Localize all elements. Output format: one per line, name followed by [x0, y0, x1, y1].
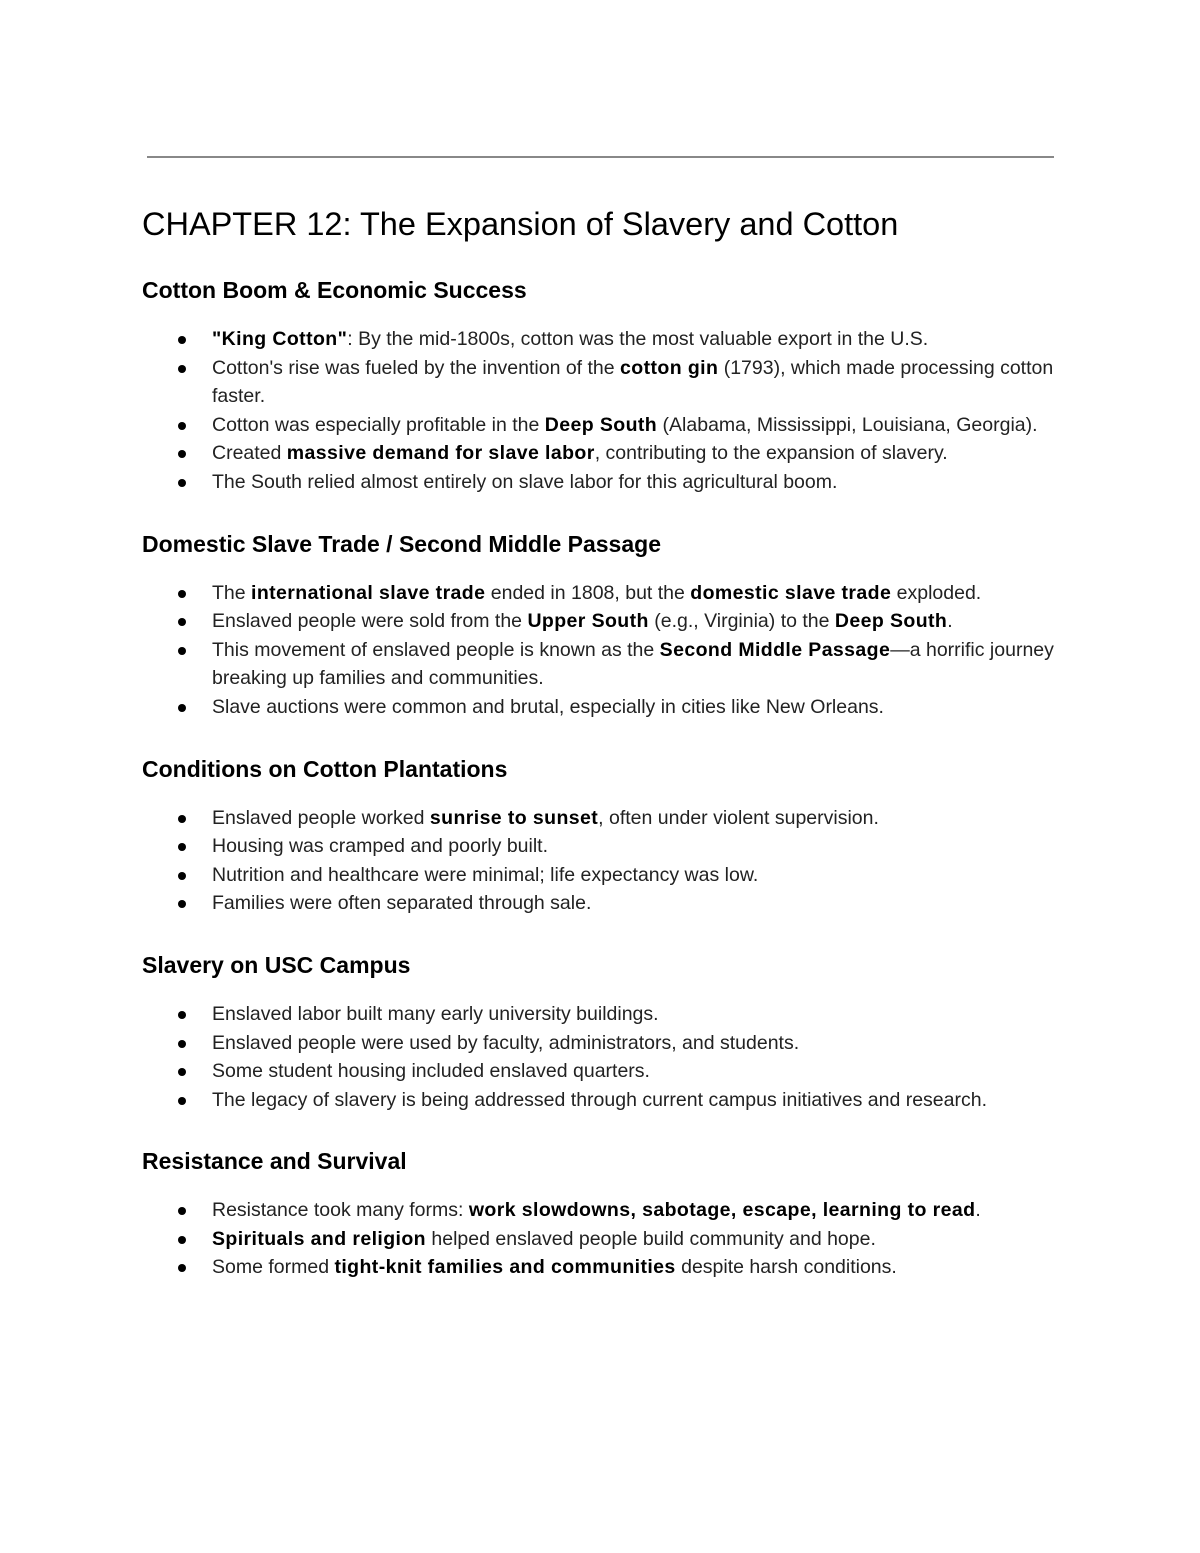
bullet-dot-icon	[178, 1040, 186, 1048]
text-run: The legacy of slavery is being addressed through current campus initiatives and research.	[212, 1088, 987, 1111]
bullet-dot-icon	[178, 590, 186, 598]
text-run: Families were often separated through sale.	[212, 892, 592, 915]
horizontal-rule	[147, 156, 1054, 158]
list-item	[142, 1225, 1082, 1254]
bullet-dot-icon	[178, 815, 186, 823]
text-run: Cotton was especially profitable in the	[212, 413, 545, 436]
text-run: Created	[212, 442, 287, 465]
section	[142, 753, 1082, 918]
text-run: Enslaved labor built many early university buildings.	[212, 1002, 659, 1025]
text-run: exploded.	[891, 581, 982, 604]
text-run: Housing was cramped and poorly built.	[212, 835, 549, 858]
section	[142, 274, 1082, 497]
bullet-dot-icon	[178, 1207, 186, 1215]
bullet-list	[142, 325, 1082, 497]
text-run: Slave auctions were common and brutal, especially in cities like New Orleans.	[212, 695, 884, 718]
list-item	[142, 325, 1082, 354]
bold-text: international slave trade	[251, 581, 486, 604]
list-item	[142, 468, 1082, 497]
list-item	[142, 1196, 1082, 1225]
text-run: Nutrition and healthcare were minimal; life expectancy was low.	[212, 863, 759, 886]
list-item	[142, 1086, 1082, 1115]
list-item	[142, 579, 1082, 608]
list-item	[142, 439, 1082, 468]
bullet-list	[142, 579, 1082, 722]
bullet-dot-icon	[178, 900, 186, 908]
bullet-list	[142, 804, 1082, 918]
bullet-list	[142, 1196, 1082, 1282]
text-run: , contributing to the expansion of slavery.	[594, 442, 948, 465]
bullet-dot-icon	[178, 1068, 186, 1076]
bullet-dot-icon	[178, 704, 186, 712]
text-run: The	[212, 581, 252, 604]
section-heading: Conditions on Cotton Plantations	[142, 755, 508, 782]
text-run: Cotton's rise was fueled by the invention of the	[212, 356, 621, 379]
sections-container	[142, 274, 1082, 1282]
text-run: despite harsh conditions.	[675, 1256, 897, 1279]
bullet-dot-icon	[178, 647, 186, 655]
bullet-dot-icon	[178, 1264, 186, 1272]
section-heading: Cotton Boom & Economic Success	[142, 277, 527, 303]
list-item	[142, 804, 1082, 833]
bold-text: Deep South	[834, 610, 948, 633]
bold-text: domestic slave trade	[690, 581, 892, 604]
text-run: Enslaved people were sold from the	[212, 610, 528, 633]
bullet-list	[142, 1000, 1082, 1114]
bullet-dot-icon	[178, 336, 186, 344]
text-run: .	[947, 610, 953, 633]
list-item	[142, 1253, 1082, 1282]
bullet-dot-icon	[178, 479, 186, 487]
text-run: —a horrific journey breaking up families and communities.	[212, 638, 1054, 690]
text-run: Resistance took many forms:	[212, 1199, 469, 1222]
bold-text: tight-knit families and communities	[334, 1256, 676, 1279]
text-run: Some formed	[212, 1256, 335, 1279]
list-item	[142, 1057, 1082, 1086]
bold-text: Spirituals and religion	[212, 1227, 426, 1250]
list-item	[142, 411, 1082, 440]
text-run: This movement of enslaved people is known as the	[212, 638, 660, 661]
bullet-dot-icon	[178, 843, 186, 851]
list-item	[142, 636, 1082, 693]
section	[142, 949, 1082, 1114]
document-body	[142, 199, 1082, 1282]
text-run: : By the mid-1800s, cotton was the most valuable export in the U.S.	[347, 328, 929, 350]
bold-text: "King Cotton"	[212, 328, 348, 350]
text-run: Enslaved people were used by faculty, administrators, and students.	[212, 1031, 800, 1054]
text-run: Some student housing included enslaved quarters.	[212, 1060, 650, 1083]
list-item	[142, 354, 1082, 411]
text-run: The South relied almost entirely on slave labor for this agricultural boom.	[212, 470, 838, 493]
bold-text: massive demand for slave labor	[286, 442, 595, 465]
section-heading: Domestic Slave Trade / Second Middle Passage	[142, 530, 661, 557]
section	[142, 528, 1082, 722]
text-run: ended in 1808, but the	[485, 581, 691, 604]
list-item	[142, 861, 1082, 890]
bold-text: cotton gin	[620, 356, 719, 379]
text-run: (Alabama, Mississippi, Louisiana, Georgia).	[657, 413, 1038, 436]
bold-text: Second Middle Passage	[659, 638, 891, 661]
list-item	[142, 1000, 1082, 1029]
text-run: helped enslaved people build community and hope.	[425, 1227, 876, 1250]
list-item	[142, 832, 1082, 861]
section-heading: Resistance and Survival	[142, 1148, 407, 1175]
bullet-dot-icon	[178, 1097, 186, 1105]
text-run: (e.g., Virginia) to the	[648, 610, 835, 633]
bold-text: sunrise to sunset	[429, 806, 599, 829]
list-item	[142, 607, 1082, 636]
bullet-dot-icon	[178, 872, 186, 880]
bullet-dot-icon	[178, 1236, 186, 1244]
bullet-dot-icon	[178, 422, 186, 430]
bold-text: work slowdowns, sabotage, escape, learning to read	[468, 1199, 976, 1222]
chapter-title: CHAPTER 12: The Expansion of Slavery and Cotton	[142, 206, 899, 242]
bullet-dot-icon	[178, 365, 186, 373]
bold-text: Deep South	[544, 413, 658, 436]
text-run: .	[975, 1199, 981, 1222]
bullet-dot-icon	[178, 618, 186, 626]
bullet-dot-icon	[178, 1011, 186, 1019]
bold-text: Upper South	[527, 610, 649, 633]
list-item	[142, 693, 1082, 722]
bullet-dot-icon	[178, 450, 186, 458]
list-item	[142, 1029, 1082, 1058]
section	[142, 1145, 1082, 1282]
text-run: Enslaved people worked	[212, 806, 430, 829]
section-heading: Slavery on USC Campus	[142, 951, 411, 978]
list-item	[142, 889, 1082, 918]
text-run: (1793), which made processing cotton faster.	[212, 356, 1054, 408]
text-run: , often under violent supervision.	[598, 806, 879, 829]
